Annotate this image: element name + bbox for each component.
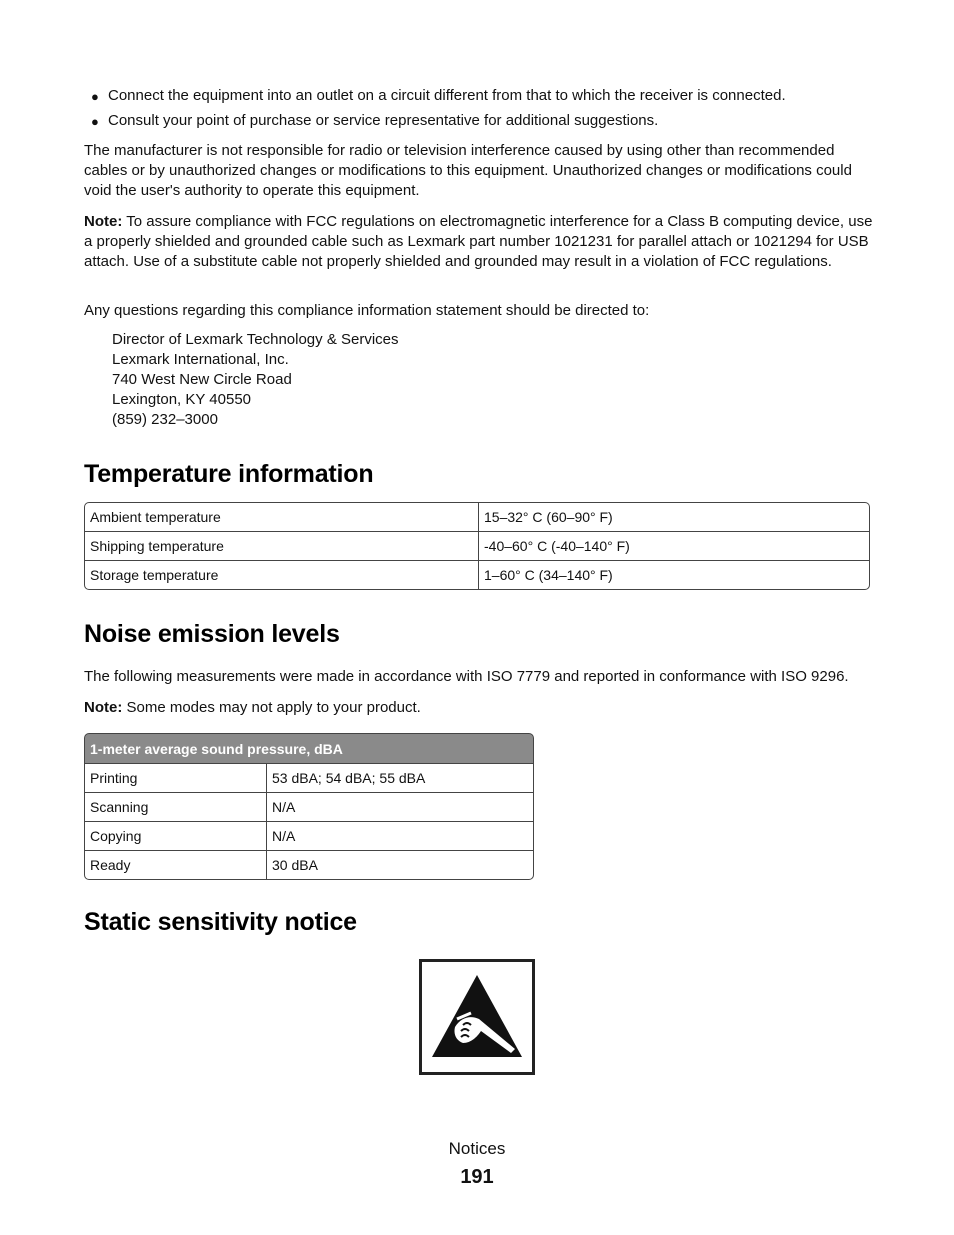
bullet-icon: ● <box>91 89 99 104</box>
note-label: Note: <box>84 213 123 230</box>
heading-temperature: Temperature information <box>84 460 374 488</box>
paragraph-manufacturer: The manufacturer is not responsible for radio or television interference caused by using other than recommended cables or by unauthorized changes or modifications to this equipment. Unauthorized changes or modifications could void the user's authority to operate this equipment. <box>84 142 852 199</box>
table-header: 1-meter average sound pressure, dBA <box>84 733 534 764</box>
table-header-row <box>84 733 534 764</box>
list-item: ● Connect the equipment into an outlet on a circuit different from that to which the receiver is connected. <box>84 86 874 106</box>
table-cell-label: Ready <box>84 851 267 880</box>
table-cell-value: 53 dBA; 54 dBA; 55 dBA <box>267 764 534 793</box>
table-cell-label: Storage temperature <box>84 561 479 590</box>
page-number: 191 <box>460 1166 494 1188</box>
table-row <box>84 851 534 880</box>
table-cell-label: Ambient temperature <box>84 502 479 532</box>
table-row <box>84 532 870 561</box>
table-cell-value: -40–60° C (-40–140° F) <box>479 532 870 561</box>
address-line: Lexmark International, Inc. <box>112 351 289 368</box>
table-cell-label: Scanning <box>84 793 267 822</box>
table-cell-value: 30 dBA <box>267 851 534 880</box>
address-line: 740 West New Circle Road <box>112 371 292 388</box>
heading-static: Static sensitivity notice <box>84 908 357 936</box>
esd-warning-icon <box>419 959 535 1075</box>
bullet-icon: ● <box>91 114 99 129</box>
address-line: Lexington, KY 40550 <box>112 391 252 408</box>
paragraph-questions: Any questions regarding this compliance information statement should be directed to: <box>84 302 650 319</box>
table-row <box>84 764 534 793</box>
address-line: (859) 232–3000 <box>112 411 218 428</box>
table-cell-label: Shipping temperature <box>84 532 479 561</box>
heading-noise: Noise emission levels <box>84 620 340 648</box>
address-block <box>112 330 399 430</box>
bullet-list <box>84 86 874 136</box>
footer-section: Notices <box>448 1139 506 1158</box>
address-line: Director of Lexmark Technology & Services <box>112 331 399 348</box>
temperature-table <box>84 502 870 590</box>
note-text: To assure compliance with FCC regulations on electromagnetic interference for a Class B computing device, use a properly shielded and grounded cable such as Lexmark part number 1021231 for parallel attach or 1021294 for USB attach. Use of a substitute cable not properly shielded and grounded may result in a violation of FCC regulations. <box>84 213 873 270</box>
noise-note <box>84 698 874 718</box>
table-cell-value: N/A <box>267 822 534 851</box>
noise-table <box>84 733 534 880</box>
table-cell-value: 15–32° C (60–90° F) <box>479 502 870 532</box>
table-cell-value: N/A <box>267 793 534 822</box>
table-cell-value: 1–60° C (34–140° F) <box>479 561 870 590</box>
note-text: Some modes may not apply to your product. <box>122 699 421 716</box>
table-cell-label: Printing <box>84 764 267 793</box>
note-label: Note: <box>84 699 123 716</box>
table-row <box>84 822 534 851</box>
table-row <box>84 561 870 590</box>
table-row <box>84 502 870 532</box>
table-cell-label: Copying <box>84 822 267 851</box>
noise-intro: The following measurements were made in accordance with ISO 7779 and reported in conformance with ISO 9296. <box>84 668 849 685</box>
list-item: ● Consult your point of purchase or service representative for additional suggestions. <box>84 111 874 131</box>
fcc-note <box>84 212 874 272</box>
table-row <box>84 793 534 822</box>
